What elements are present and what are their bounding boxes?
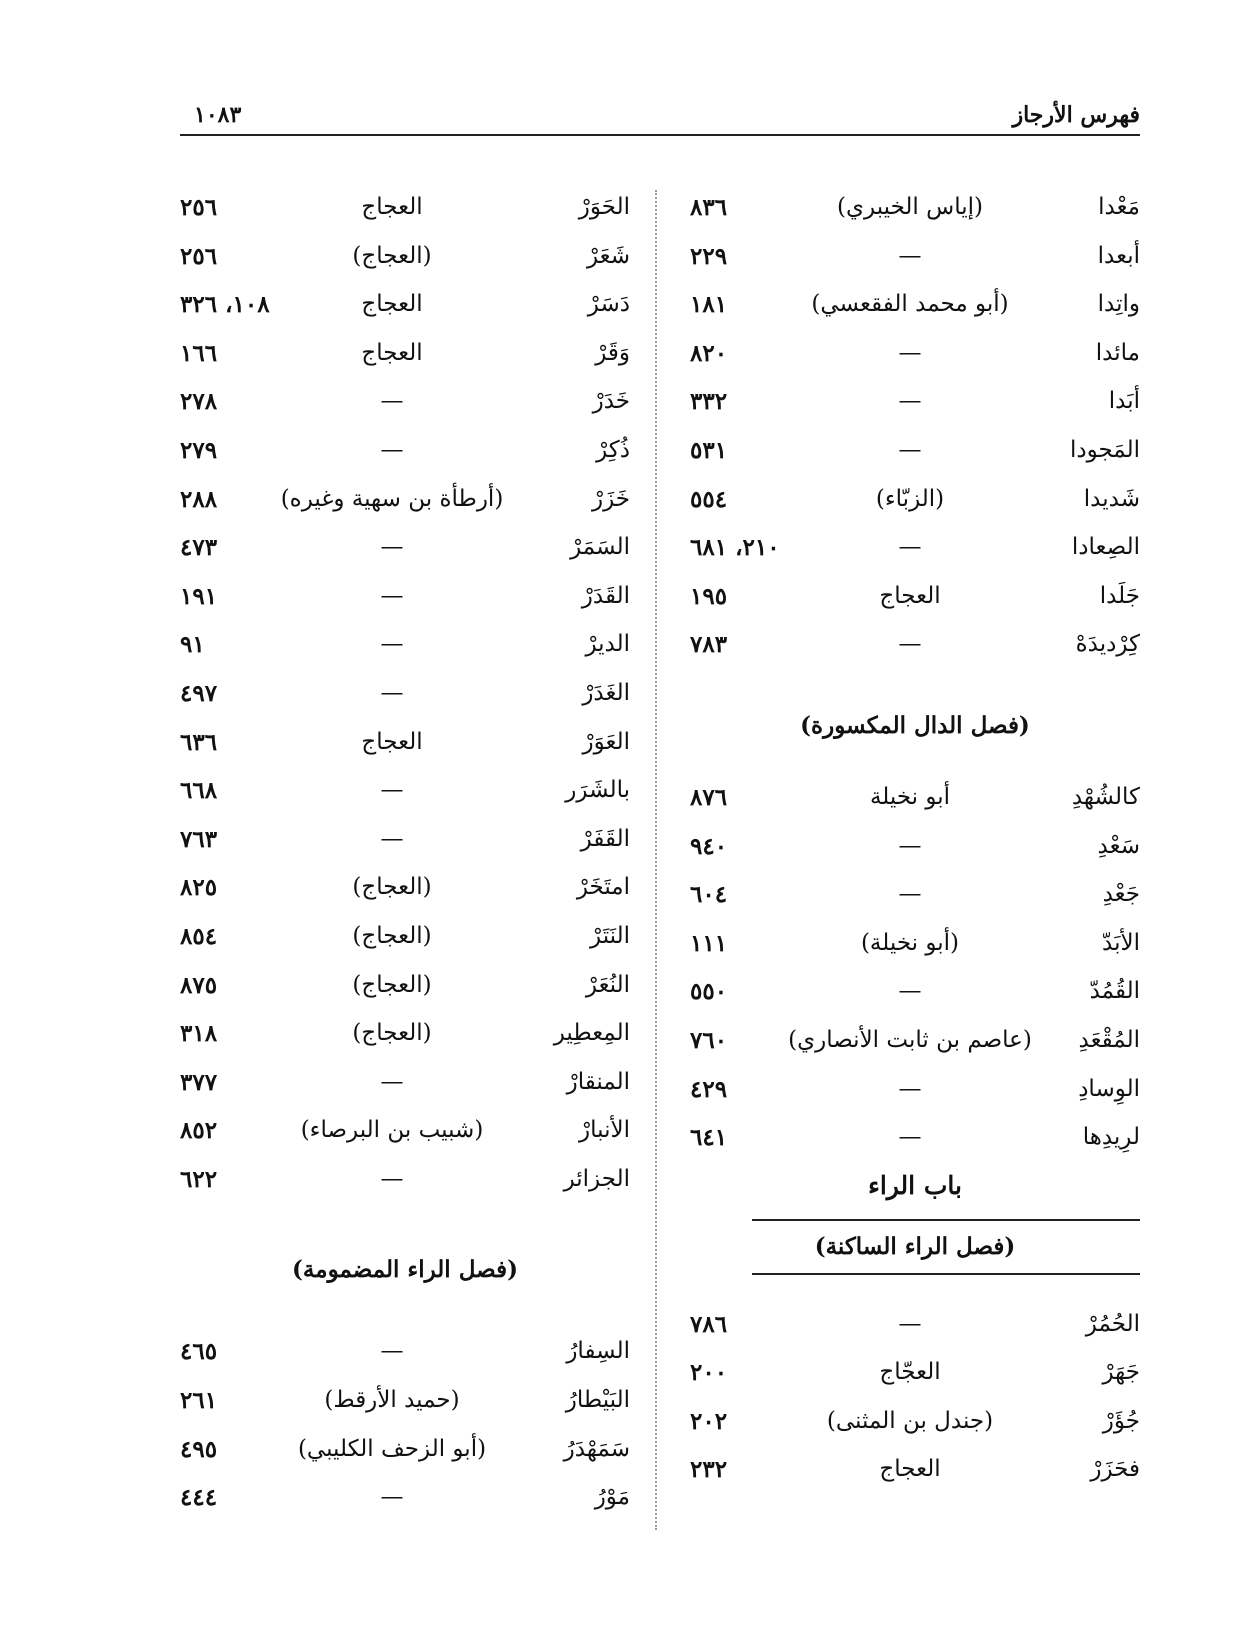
page-header — [180, 100, 1140, 136]
index-entry — [180, 623, 630, 672]
section-heading: (فصل الراء الساكنة) — [814, 1232, 1016, 1260]
page-refs: ٢٨٨ — [180, 485, 218, 513]
page-refs: ٣٣٢ — [690, 388, 728, 416]
index-entry — [690, 526, 1140, 575]
index-entry — [180, 866, 630, 915]
poet-name: (أرطأة بن سهية وغيره) — [280, 485, 504, 512]
index-word: القَفَرْ — [580, 825, 630, 852]
index-word: الغَدَرْ — [582, 679, 630, 706]
index-entry — [690, 1068, 1140, 1117]
page-refs: ١٦٦ — [180, 339, 218, 367]
index-entry — [690, 873, 1140, 922]
poet-name: (أبو محمد الفقعسي) — [811, 291, 1009, 318]
index-word: الحَوَرْ — [578, 194, 630, 220]
index-entry — [180, 186, 630, 235]
page-refs: ٧٦٣ — [180, 825, 218, 853]
index-entry — [690, 1400, 1140, 1449]
index-entry — [180, 380, 630, 429]
index-word: دَسَرْ — [587, 291, 630, 318]
page-refs: ٤٩٧ — [180, 679, 218, 707]
page-refs: ٢١٠، ٦٨١ — [690, 534, 780, 562]
index-word: امتَخَرْ — [576, 874, 630, 901]
index-entry — [690, 1351, 1140, 1400]
column-divider — [655, 190, 657, 1530]
index-entry — [690, 970, 1140, 1019]
index-entry — [180, 1012, 630, 1061]
page-refs: ٤٩٥ — [180, 1435, 218, 1463]
index-word: كِرْديدَهْ — [1075, 631, 1140, 658]
poet-name: (شبيب بن البرصاء) — [300, 1117, 484, 1144]
index-word: جُؤَرْ — [1102, 1407, 1140, 1434]
index-word: النَتَرْ — [590, 922, 630, 949]
index-entry — [690, 1116, 1140, 1165]
index-entry — [690, 283, 1140, 332]
index-word: شَديدا — [1083, 485, 1140, 512]
page-refs: ٦٦٨ — [180, 777, 218, 805]
running-title: فهرس الأرجاز — [1012, 102, 1140, 128]
page-refs: ٨٥٤ — [180, 922, 218, 950]
poet-name: — — [898, 1075, 922, 1102]
page-refs: ٨٢٠ — [690, 339, 728, 367]
page-refs: ٣٧٧ — [180, 1068, 218, 1096]
poet-name: — — [380, 777, 404, 804]
poet-name: (العجاج) — [352, 922, 432, 949]
poet-name: (الزبّاء) — [875, 485, 945, 512]
page-refs: ٤٤٤ — [180, 1484, 218, 1512]
index-word: وَقَرْ — [595, 339, 630, 366]
poet-name: — — [380, 1165, 404, 1192]
index-entry — [180, 672, 630, 721]
index-entry — [690, 825, 1140, 874]
poet-name: — — [898, 436, 922, 463]
poet-name: — — [380, 388, 404, 415]
index-word: المُقْعَدِ — [1078, 1026, 1140, 1053]
page-refs: ٨٥٢ — [180, 1117, 218, 1145]
index-word: الحُمُرْ — [1085, 1310, 1140, 1337]
poet-name: العجاج — [361, 194, 423, 220]
index-entry — [180, 769, 630, 818]
index-word: البَيْطارُ — [565, 1387, 630, 1414]
page-refs: ١٩٥ — [690, 582, 728, 610]
index-word: ذُكِرْ — [596, 436, 630, 463]
page-refs: ٢٧٨ — [180, 388, 218, 416]
poet-name: العجاج — [879, 1456, 941, 1483]
index-entry — [180, 332, 630, 381]
index-word: جَعْدِ — [1102, 881, 1140, 908]
poet-name: — — [380, 534, 404, 561]
poet-name: — — [380, 631, 404, 658]
page-refs: ١١١ — [690, 929, 728, 957]
index-entry — [180, 915, 630, 964]
page-refs: ٦٠٤ — [690, 881, 728, 909]
index-entry — [180, 818, 630, 867]
index-entry — [180, 721, 630, 770]
page-refs: ٩١ — [180, 631, 205, 659]
index-word: مَوْرُ — [594, 1484, 630, 1511]
index-word: جَلَدا — [1099, 582, 1140, 609]
page-refs: ٢٧٩ — [180, 436, 218, 464]
index-entry — [180, 964, 630, 1013]
index-word: كالشُهْدِ — [1071, 783, 1140, 810]
index-entry — [180, 283, 630, 332]
index-word: فحَزَرْ — [1090, 1456, 1140, 1483]
index-entry — [690, 186, 1140, 235]
index-word: خَزَرْ — [591, 485, 630, 512]
poet-name: — — [898, 534, 922, 561]
index-word: شَعَرْ — [586, 242, 630, 269]
poet-name: (العجاج) — [352, 242, 432, 269]
index-word: سَعْدِ — [1097, 832, 1140, 859]
index-word: الجزائر — [563, 1165, 630, 1192]
page-refs: ٢٢٩ — [690, 242, 728, 270]
poet-name: — — [898, 1124, 922, 1151]
page-refs: ٨٧٥ — [180, 971, 218, 999]
poet-name: — — [898, 242, 922, 269]
poet-name: العجاج — [879, 582, 941, 609]
poet-name: (إياس الخيبري) — [837, 194, 983, 220]
poet-name: (أبو الزحف الكليبي) — [297, 1435, 487, 1462]
poet-name: (جندل بن المثنى) — [826, 1407, 994, 1434]
index-entry — [690, 922, 1140, 971]
index-word: الأنبارْ — [579, 1117, 630, 1144]
section-heading: (فصل الراء المضمومة) — [292, 1256, 518, 1284]
poet-name: — — [898, 339, 922, 366]
poet-name: — — [380, 679, 404, 706]
index-word: واتِدا — [1097, 291, 1140, 318]
index-word: الأبَدّ — [1102, 929, 1140, 956]
index-word: السِفارُ — [566, 1338, 630, 1365]
page-refs: ٣١٨ — [180, 1020, 218, 1048]
index-entry — [690, 1019, 1140, 1068]
index-word: الوِسادِ — [1078, 1075, 1140, 1102]
poet-name: (عاصم بن ثابت الأنصاري) — [788, 1026, 1032, 1053]
index-word: العَوَرْ — [582, 728, 630, 755]
poet-name: — — [380, 436, 404, 463]
index-word: المِعطِير — [553, 1020, 630, 1047]
page-refs: ٦٢٢ — [180, 1165, 218, 1193]
index-word: لرِيدِها — [1082, 1124, 1140, 1151]
poet-name: — — [380, 1338, 404, 1365]
index-entry — [690, 575, 1140, 624]
index-word: الصِعادا — [1071, 534, 1140, 561]
poet-name: (العجاج) — [352, 971, 432, 998]
index-entry — [690, 1448, 1140, 1497]
index-word: بالشَرَر — [565, 777, 630, 804]
index-word: المنقارْ — [566, 1068, 630, 1095]
index-entry — [180, 429, 630, 478]
section-heading: (فصل الدال المكسورة) — [800, 711, 1030, 739]
page-refs: ٥٥٠ — [690, 978, 728, 1006]
poet-name: العجاج — [361, 291, 423, 318]
index-entry — [180, 478, 630, 527]
index-word: القُمُدّ — [1089, 978, 1140, 1005]
index-word: القَدَرْ — [581, 582, 630, 609]
index-entry — [690, 332, 1140, 381]
page-refs: ٤٧٣ — [180, 534, 218, 562]
index-word: سَمَهْدَرُ — [563, 1435, 630, 1462]
index-entry — [180, 1330, 630, 1379]
index-word: مَعْدا — [1098, 194, 1140, 220]
poet-name: أبو نخيلة — [869, 783, 951, 810]
page-refs: ٨٢٥ — [180, 874, 218, 902]
index-entry — [180, 235, 630, 284]
poet-name: (حميد الأرقط) — [324, 1387, 460, 1414]
poet-name: العجاج — [361, 339, 423, 366]
index-entry — [690, 429, 1140, 478]
poet-name: — — [380, 1484, 404, 1511]
index-word: السَمَرْ — [570, 534, 630, 561]
poet-name: (أبو نخيلة) — [860, 929, 960, 956]
page-refs: ٢٠٢ — [690, 1407, 728, 1435]
index-entry — [690, 1303, 1140, 1352]
index-word: النُعَرْ — [585, 971, 630, 998]
page-refs: ٥٣١ — [690, 436, 728, 464]
poet-name: — — [380, 825, 404, 852]
page-refs: ١٩١ — [180, 582, 218, 610]
right-column — [690, 186, 1140, 1497]
poet-name: العجاج — [361, 728, 423, 755]
page-refs: ٥٥٤ — [690, 485, 728, 513]
page-refs: ١٠٨، ٣٢٦ — [180, 291, 270, 319]
page-refs: ٢٥٦ — [180, 242, 218, 270]
poet-name: — — [380, 582, 404, 609]
index-entry — [180, 1158, 630, 1207]
page-refs: ٤٢٩ — [690, 1075, 728, 1103]
index-entry — [180, 1109, 630, 1158]
index-word: أبعدا — [1097, 242, 1140, 269]
page-refs: ٧٦٠ — [690, 1026, 728, 1054]
index-entry — [690, 478, 1140, 527]
page-refs: ٢٦١ — [180, 1387, 218, 1415]
index-word: الديرْ — [585, 631, 630, 658]
index-entry — [180, 1061, 630, 1110]
page-refs: ٦٣٦ — [180, 728, 218, 756]
index-word: جَهَرْ — [1102, 1359, 1140, 1386]
page-refs: ١٨١ — [690, 291, 728, 319]
index-word: أبَدا — [1108, 388, 1140, 415]
poet-name: العجّاج — [879, 1359, 941, 1386]
poet-name: — — [898, 978, 922, 1005]
index-entry — [180, 1476, 630, 1525]
page-refs: ٧٨٣ — [690, 631, 728, 659]
poet-name: — — [898, 881, 922, 908]
page-refs: ٤٦٥ — [180, 1338, 218, 1366]
index-entry — [180, 526, 630, 575]
index-entry — [690, 235, 1140, 284]
index-word: خَدَرْ — [592, 388, 630, 415]
poet-name: — — [898, 1310, 922, 1337]
chapter-heading: باب الراء — [868, 1170, 962, 1200]
index-entry — [180, 1428, 630, 1477]
index-word: المَجودا — [1069, 436, 1140, 463]
index-entry — [690, 623, 1140, 672]
poet-name: — — [898, 631, 922, 658]
left-column — [180, 186, 630, 1525]
index-entry — [180, 1379, 630, 1428]
poet-name: (العجاج) — [352, 1020, 432, 1047]
poet-name: — — [898, 388, 922, 415]
index-word: مائدا — [1095, 339, 1140, 366]
page-refs: ٦٤١ — [690, 1124, 728, 1152]
page-refs: ٢٣٢ — [690, 1456, 728, 1484]
page-refs: ٧٨٦ — [690, 1310, 728, 1338]
poet-name: — — [898, 832, 922, 859]
page-refs: ٨٣٦ — [690, 194, 728, 221]
page-refs: ٨٧٦ — [690, 783, 728, 811]
page-refs: ٩٤٠ — [690, 832, 728, 860]
page-number: ١٠٨٣ — [194, 102, 242, 128]
index-entry — [690, 776, 1140, 825]
index-entry — [180, 575, 630, 624]
page-refs: ٢٠٠ — [690, 1359, 728, 1387]
index-entry — [690, 380, 1140, 429]
page-refs: ٢٥٦ — [180, 194, 218, 221]
poet-name: — — [380, 1068, 404, 1095]
poet-name: (العجاج) — [352, 874, 432, 901]
